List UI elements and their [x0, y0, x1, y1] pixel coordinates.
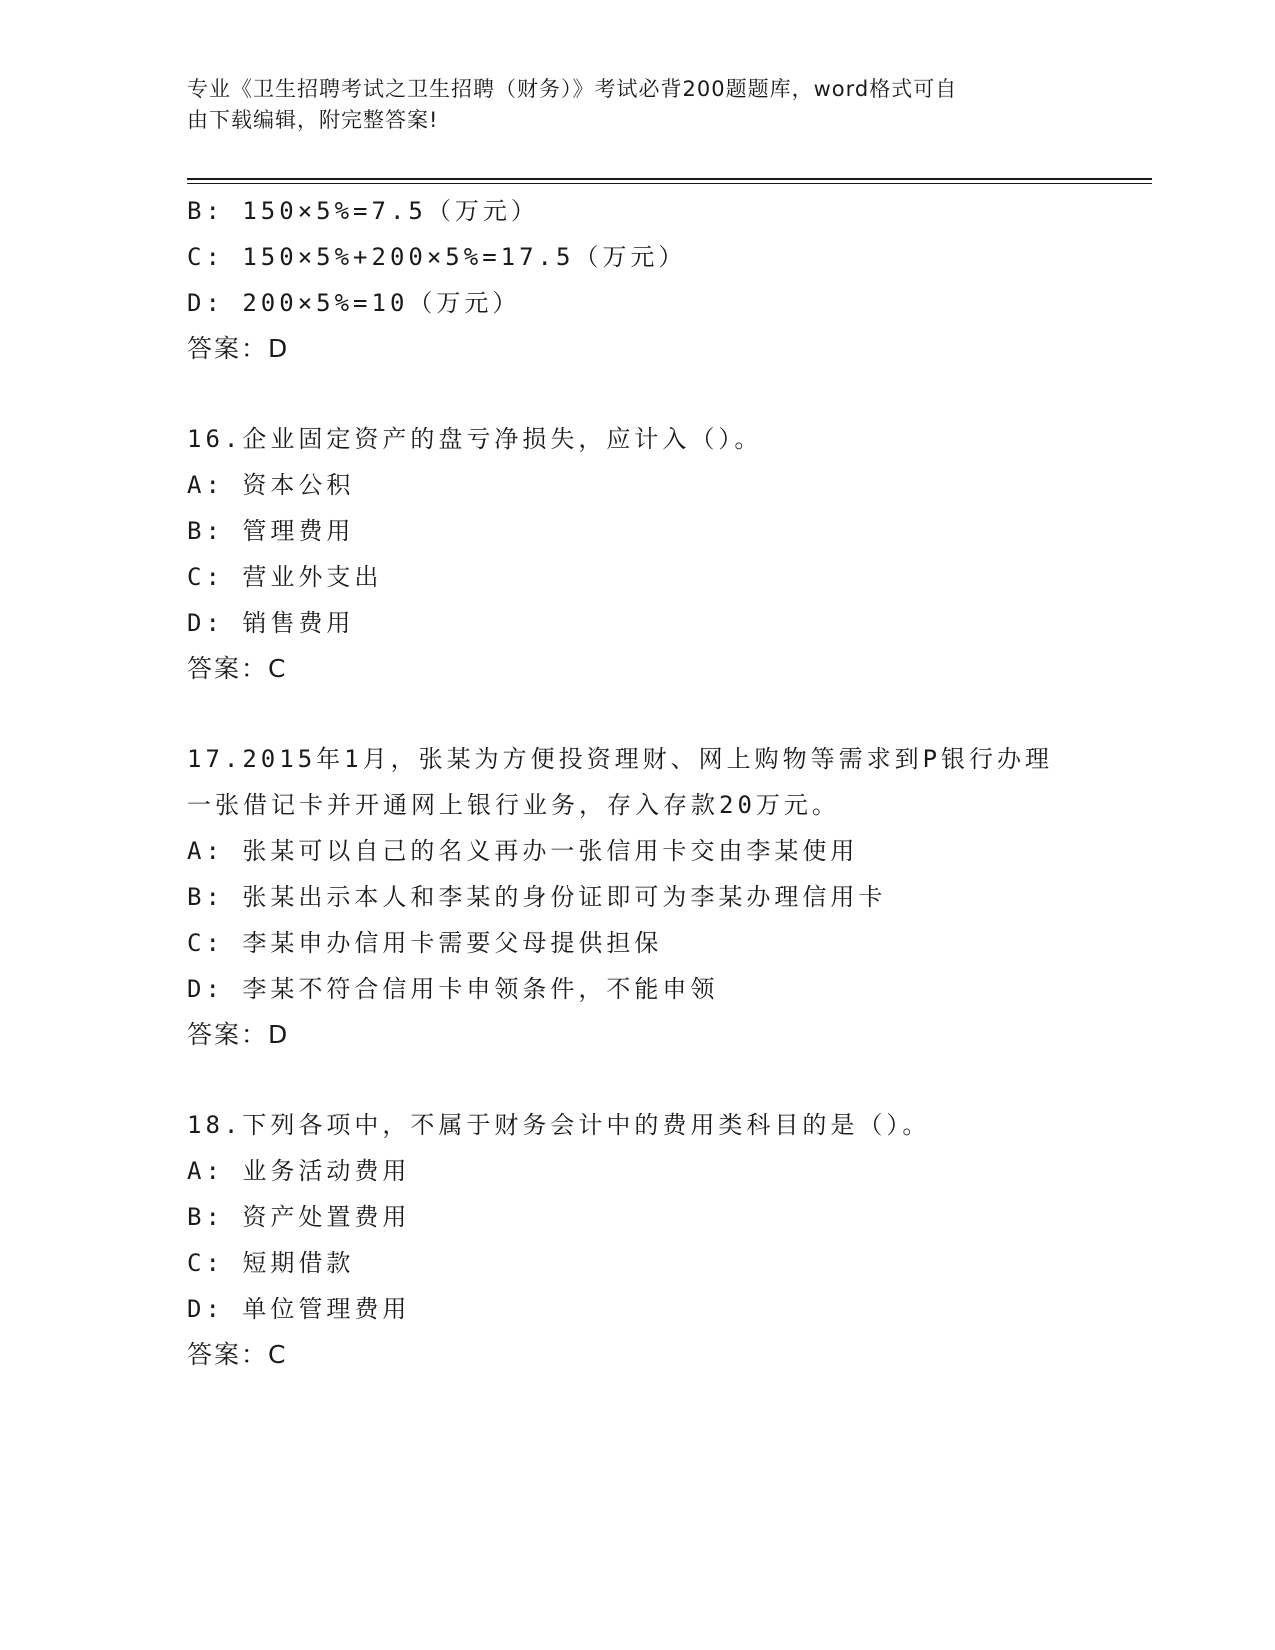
- option-a: A: 资本公积: [187, 471, 355, 499]
- header-divider-thin: [187, 183, 1152, 184]
- question-stem: 18.下列各项中，不属于财务会计中的费用类科目的是（）。: [187, 1111, 931, 1139]
- option-a: A: 张某可以自己的名义再办一张信用卡交由李某使用: [187, 837, 859, 865]
- header-divider-thick: [187, 178, 1152, 180]
- question-15-continued: [187, 188, 1087, 372]
- question-17: [187, 736, 1087, 1058]
- option-b: B: 张某出示本人和李某的身份证即可为李某办理信用卡: [187, 883, 887, 911]
- spacer: [187, 1058, 1087, 1102]
- answer-line: 答案：D: [187, 1020, 290, 1049]
- question-stem: 17.2015年1月，张某为方便投资理财、网上购物等需求到P银行办理: [187, 745, 1054, 773]
- question-16: [187, 416, 1087, 692]
- spacer: [187, 372, 1087, 416]
- option-d: D: 李某不符合信用卡申领条件，不能申领: [187, 975, 719, 1003]
- option-d: D: 销售费用: [187, 609, 355, 637]
- option-b: B: 150×5%=7.5（万元）: [187, 197, 539, 225]
- option-c: C: 150×5%+200×5%=17.5（万元）: [187, 243, 687, 271]
- document-body: [187, 188, 1087, 1378]
- option-d: D: 单位管理费用: [187, 1295, 411, 1323]
- answer-line: 答案：C: [187, 1340, 288, 1369]
- document-header: [187, 74, 1067, 136]
- answer-line: 答案：C: [187, 654, 288, 683]
- option-b: B: 管理费用: [187, 517, 355, 545]
- question-18: [187, 1102, 1087, 1378]
- question-stem-continued: 一张借记卡并开通网上银行业务，存入存款20万元。: [187, 791, 840, 819]
- option-c: C: 李某申办信用卡需要父母提供担保: [187, 929, 663, 957]
- option-c: C: 短期借款: [187, 1249, 355, 1277]
- option-c: C: 营业外支出: [187, 563, 383, 591]
- option-d: D: 200×5%=10（万元）: [187, 289, 521, 317]
- option-a: A: 业务活动费用: [187, 1157, 411, 1185]
- question-stem: 16.企业固定资产的盘亏净损失，应计入（）。: [187, 425, 763, 453]
- option-b: B: 资产处置费用: [187, 1203, 411, 1231]
- spacer: [187, 692, 1087, 736]
- header-line-2: 由下载编辑，附完整答案!: [187, 108, 439, 132]
- header-line-1: 专业《卫生招聘考试之卫生招聘（财务）》考试必背200题题库，word格式可自: [187, 77, 958, 101]
- answer-line: 答案：D: [187, 334, 290, 363]
